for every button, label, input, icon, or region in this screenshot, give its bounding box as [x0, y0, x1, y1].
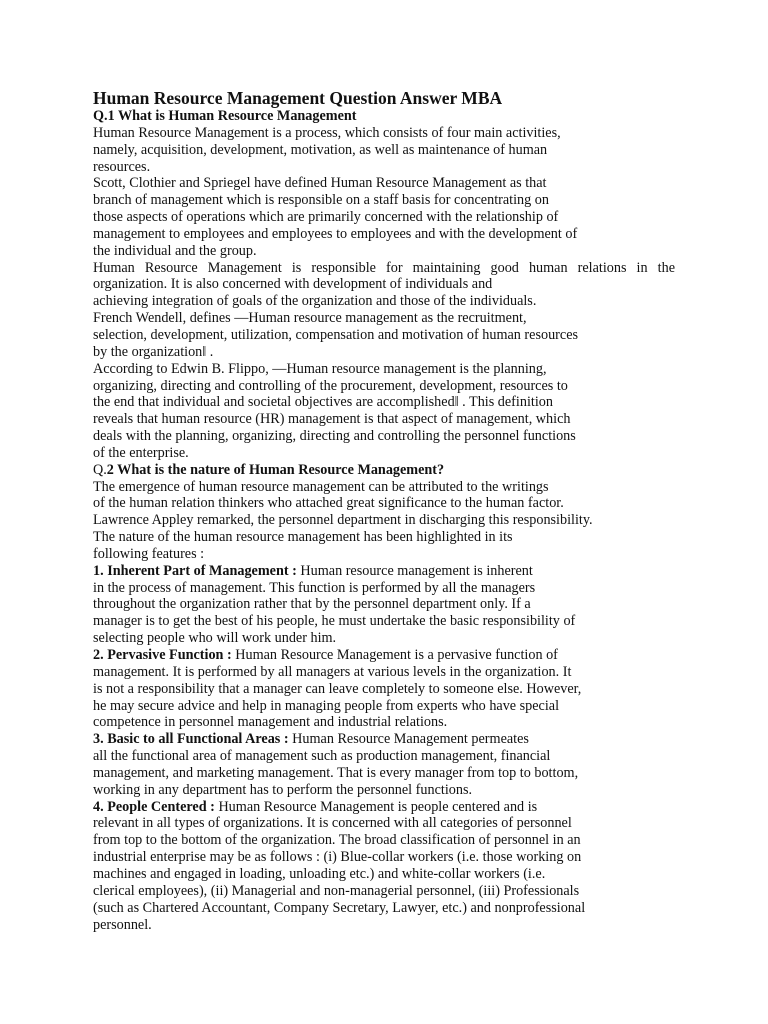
text-line	[93, 159, 683, 176]
line-text: from top to the bottom of the organization. The broad classification of personnel in an	[93, 832, 581, 849]
word: is	[291, 259, 302, 276]
line-text: management, and marketing management. That is every manager from top to bottom,	[93, 764, 579, 781]
text-line	[93, 900, 683, 917]
line-text: he may secure advice and help in managing people from experts who have special	[93, 697, 560, 714]
line-text: organization. It is also concerned with development of individuals and	[93, 276, 493, 293]
line-text: the individual and the group.	[93, 242, 257, 259]
line-text: The emergence of human resource management can be attributed to the writings	[93, 478, 549, 495]
line-text: Human Resource Management is a process, which consists of four main activities,	[93, 124, 561, 141]
word: for	[386, 259, 403, 276]
text-line	[93, 260, 675, 277]
line-text: by the organization‖ .	[93, 343, 214, 360]
text-line	[93, 596, 683, 613]
bold-heading: 2. Pervasive Function :	[93, 647, 236, 663]
text-line	[93, 630, 683, 647]
line-text: competence in personnel management and industrial relations.	[93, 714, 448, 731]
line-text: relevant in all types of organizations. It is concerned with all categories of personnel	[93, 815, 572, 832]
line-text: of the human relation thinkers who attached great significance to the human factor.	[93, 495, 564, 512]
line-text: management to employees and employees to employees and with the development of	[93, 225, 578, 242]
bold-heading: 1. Inherent Part of Management :	[93, 562, 301, 579]
text-line	[93, 512, 683, 529]
line-text: selection, development, utilization, compensation and motivation of human resources	[93, 326, 579, 343]
line-text: Lawrence Appley remarked, the personnel department in discharging this responsibility.	[93, 512, 593, 529]
text-line	[93, 647, 683, 664]
text-line	[93, 849, 683, 866]
text-line	[93, 310, 683, 327]
text-line	[93, 714, 683, 731]
bold-heading: 4. People Centered :	[93, 798, 219, 815]
question-prefix: Q.	[93, 461, 107, 478]
text-line	[93, 782, 683, 799]
text-line	[93, 613, 683, 630]
line-text: selecting people who will work under him.	[93, 630, 337, 647]
text-line	[93, 731, 683, 748]
text-line	[93, 327, 683, 344]
document-lines	[93, 108, 683, 933]
word: responsible	[311, 259, 376, 276]
line-text: in the process of management. This function is performed by all the managers	[93, 579, 536, 596]
text-line	[93, 378, 683, 395]
text-line	[93, 209, 683, 226]
word: good	[490, 259, 519, 276]
line-text: namely, acquisition, development, motivation, as well as maintenance of human	[93, 141, 548, 158]
text-line	[93, 546, 683, 563]
line-text: Scott, Clothier and Spriegel have defined Human Resource Management as that	[93, 175, 547, 192]
text-line	[93, 479, 683, 496]
text-line	[93, 664, 683, 681]
text-line	[93, 765, 683, 782]
text-line	[93, 580, 683, 597]
line-text: Human Resource Management is a pervasive function of	[235, 647, 558, 663]
text-line	[93, 142, 683, 159]
text-line	[93, 866, 683, 883]
line-text: manager is to get the best of his people, he must undertake the basic responsibility of	[93, 613, 576, 630]
line-text: deals with the planning, organizing, directing and controlling the personnel functions	[93, 428, 576, 445]
text-line	[93, 529, 683, 546]
text-line	[93, 108, 683, 125]
word: Human	[93, 259, 135, 276]
line-text: throughout the organization rather that by the personnel department only. If a	[93, 596, 531, 613]
line-text: The nature of the human resource management has been highlighted in its	[93, 529, 513, 546]
line-text: management. It is performed by all managers at various levels in the organization. It	[93, 663, 572, 680]
text-line	[93, 394, 683, 411]
text-line	[93, 344, 683, 361]
line-text: those aspects of operations which are primarily concerned with the relationship of	[93, 209, 559, 226]
line-text: French Wendell, defines ―Human resource management as the recruitment,	[93, 310, 527, 327]
line-text: clerical employees), (ii) Managerial and non-managerial personnel, (iii) Professionals	[93, 882, 580, 899]
word: Management	[207, 259, 282, 276]
line-text: is not a responsibility that a manager can leave completely to someone else. However,	[93, 680, 582, 697]
line-text: the end that individual and societal objectives are accomplished‖ . This definition	[93, 394, 553, 411]
text-line	[93, 411, 683, 428]
bold-heading: Q.1 What is Human Resource Management	[93, 108, 357, 124]
text-line	[93, 445, 683, 462]
text-line	[93, 361, 683, 378]
line-text: achieving integration of goals of the organization and those of the individuals.	[93, 293, 537, 310]
line-text: (such as Chartered Accountant, Company Secretary, Lawyer, etc.) and nonprofessional	[93, 899, 586, 916]
word: the	[657, 259, 675, 276]
text-line	[93, 125, 683, 142]
line-text: working in any department has to perform the personnel functions.	[93, 781, 473, 798]
word: maintaining	[412, 259, 481, 276]
word: relations	[577, 259, 627, 276]
bold-heading: 2 What is the nature of Human Resource Management?	[106, 461, 445, 478]
text-line	[93, 226, 683, 243]
text-line	[93, 428, 683, 445]
bold-heading: 3. Basic to all Functional Areas :	[93, 731, 293, 748]
text-line	[93, 293, 683, 310]
text-line	[93, 495, 683, 512]
line-text: Human Resource Management is people centered and is	[218, 798, 538, 815]
text-line	[93, 681, 683, 698]
text-line	[93, 462, 683, 479]
line-text: According to Edwin B. Flippo, ―Human resource management is the planning,	[93, 360, 547, 377]
text-line	[93, 243, 683, 260]
document-title: Human Resource Management Question Answer MBA	[93, 88, 503, 108]
line-text: machines and engaged in loading, unloading etc.) and white-collar workers (i.e.	[93, 865, 546, 882]
text-line	[93, 175, 683, 192]
line-text: branch of management which is responsible on a staff basis for concentrating on	[93, 192, 549, 209]
line-text: industrial enterprise may be as follows : (i) Blue-collar workers (i.e. those working on	[93, 849, 582, 866]
line-text: resources.	[93, 158, 151, 175]
line-text: all the functional area of management such as production management, financial	[93, 748, 551, 765]
line-text: reveals that human resource (HR) management is that aspect of management, which	[93, 411, 571, 428]
text-line	[93, 917, 683, 934]
text-line	[93, 832, 683, 849]
text-line	[93, 192, 683, 209]
text-line	[93, 698, 683, 715]
word: in	[636, 259, 648, 276]
line-text: Human Resource Management permeates	[292, 731, 529, 748]
text-line	[93, 276, 683, 293]
line-text: Human resource management is inherent	[300, 562, 533, 579]
word: Resource	[144, 259, 198, 276]
line-text: of the enterprise.	[93, 444, 189, 461]
document-body	[93, 88, 683, 933]
line-text: personnel.	[93, 916, 152, 933]
text-line	[93, 799, 683, 816]
line-text: following features :	[93, 545, 205, 562]
line-text: organizing, directing and controlling of the procurement, development, resources to	[93, 377, 568, 394]
text-line	[93, 563, 683, 580]
text-line	[93, 748, 683, 765]
text-line	[93, 883, 683, 900]
text-line	[93, 815, 683, 832]
word: human	[528, 259, 568, 276]
